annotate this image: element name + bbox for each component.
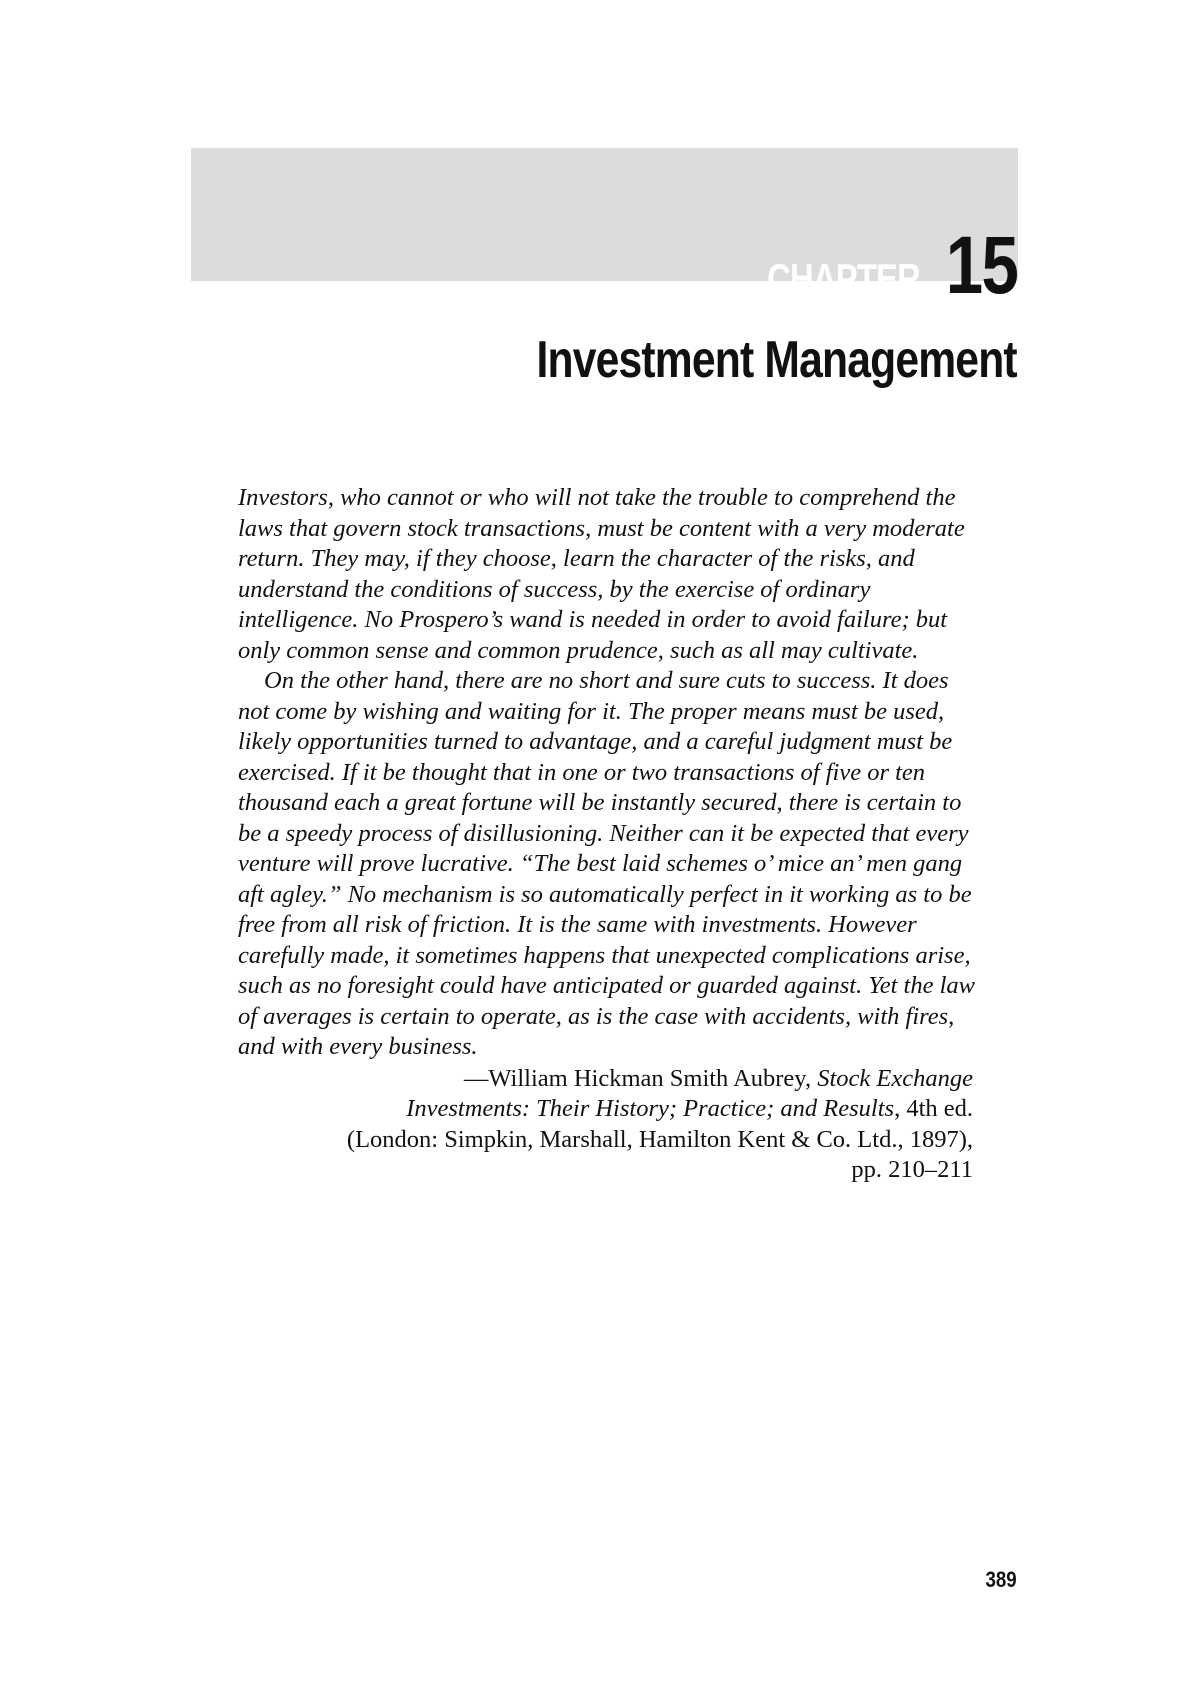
attribution-publisher: (London: Simpkin, Marshall, Hamilton Kent & Co. Ltd., 1897), <box>346 1125 973 1153</box>
attribution-author: —William Hickman Smith Aubrey, <box>463 1064 818 1092</box>
chapter-title: Investment Management <box>536 331 1017 389</box>
attribution-line-1 <box>238 1064 973 1095</box>
chapter-word: CHAPTER <box>766 255 920 302</box>
epigraph-paragraph-2: On the other hand, there are no short and sure cuts to success. It does not come by wishing and waiting for it. The proper means must be used, likely opportunities turned to advantage, and a careful judgment must be exercised. If it be thought that in one or two transactions of five or ten thousand each a great fortune will be instantly secured, there is certain to be a speedy process of disillusioning. Neither can it be expected that every venture will prove lucrative. “The best laid schemes o’ mice an’ men gang aft agley.” No mechanism is so automatically perfect in it working as to be free from all risk of friction. It is the same with investments. However carefully made, it sometimes happens that unexpected complications arise, such as no foresight could have anticipated or guarded against. Yet the law of averages is certain to operate, as is the case with accidents, with fires, and with every business. <box>238 667 975 1060</box>
attribution-book-title-part2: Investments: Their History; Practice; and Results <box>406 1095 895 1122</box>
chapter-label <box>724 220 1017 311</box>
attribution-edition: , 4th ed. <box>894 1095 973 1122</box>
attribution-pages: pp. 210–211 <box>851 1156 973 1183</box>
attribution-line-2 <box>238 1094 973 1125</box>
attribution-book-title-part1: Stock Exchange <box>817 1064 973 1092</box>
epigraph-attribution <box>238 1064 983 1186</box>
page-number: 389 <box>985 1567 1017 1592</box>
epigraph-paragraph-1: Investors, who cannot or who will not take the trouble to comprehend the laws that govern stock transactions, must be content with a very moderate return. They may, if they choose, learn the character of the risks, and understand the conditions of success, by the exercise of ordinary intelligence. No Prospero’s wand is needed in order to avoid failure; but only common sense and common prudence, such as all may cultivate. <box>238 484 965 664</box>
chapter-number: 15 <box>945 220 1017 311</box>
epigraph <box>238 483 983 1186</box>
